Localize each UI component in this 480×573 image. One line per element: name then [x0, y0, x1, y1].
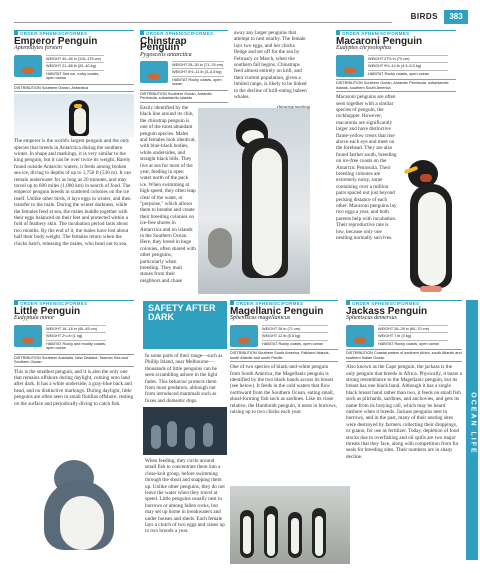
- fact-length: WEIGHT 16–18 in (40–45 cm): [46, 325, 106, 333]
- fact-weight: WEIGHT 6½–11 lb (3–4.5 kg): [172, 68, 224, 76]
- order-label: ORDER SPHENISCIFORMES: [140, 30, 228, 38]
- distribution: DISTRIBUTION Southern Australia, New Zealand, Tasman Sea and Southern Ocean: [14, 354, 134, 367]
- order-label: ORDER SPHENISCIFORMES: [336, 30, 456, 38]
- scientific-name: Pygoscelis antarctica: [140, 51, 192, 58]
- page-header: [0, 10, 480, 24]
- distribution: DISTRIBUTION Southern Ocean, Antarctic Peninsula, subantarctic islands: [140, 90, 228, 103]
- species-name: Emperor Penguin: [14, 36, 98, 47]
- range-map: [14, 325, 42, 347]
- photo-little-penguin: [14, 450, 139, 562]
- fact-length: WEIGHT 28–30 in (71–76 cm): [172, 62, 223, 67]
- fact-habitat: HABITAT Rocky coasts, open ocean: [368, 70, 448, 78]
- fact-length: WEIGHT 27½ in (70 cm): [368, 55, 448, 63]
- side-tab: [466, 300, 478, 560]
- species-name: Little Penguin: [14, 306, 81, 317]
- fact-weight: WEIGHT 7 lb (3 kg): [378, 332, 448, 340]
- fact-block: [14, 55, 134, 82]
- range-map: [140, 61, 168, 83]
- distribution: DISTRIBUTION Southern Ocean, Antarctic Peninsula, subantarctic islands, southern South America: [336, 79, 456, 92]
- chinstrap-body-cont: away any larger penguins that attempt to nest nearby. The female lays two eggs, and her chicks fledge and set off for the sea by February or March, when the southern fall begins. Chinstraps feed almost entirely on krill, and their current population, given a limited range, is likely to be linked to the decline of krill-eating baleen whales.: [234, 30, 307, 101]
- order-label: ORDER SPHENISCIFORMES: [230, 300, 338, 308]
- fact-length: WEIGHT 40–46 in (115–175 cm): [46, 55, 104, 63]
- scientific-name: Aptenodytes forsteri: [14, 45, 63, 52]
- feature-box-title: SAFETY AFTER DARK: [143, 301, 227, 349]
- distribution: DISTRIBUTION Southern Ocean, Antarctica: [14, 84, 134, 93]
- fact-length: WEIGHT 28 in (71 cm): [262, 325, 328, 333]
- fact-block: [336, 55, 456, 78]
- photo-caption: chinstrap marking: [276, 104, 310, 109]
- photo-chinstrap: [198, 108, 310, 294]
- range-map: [14, 55, 42, 77]
- photo-group-night: [143, 407, 227, 455]
- range-map: [346, 325, 374, 347]
- fact-block: [140, 61, 228, 88]
- fact-block: [346, 325, 462, 348]
- photo-emperor: [14, 94, 134, 138]
- order-label: ORDER SPHENISCIFORMES: [346, 300, 462, 308]
- photo-macaroni: [400, 160, 466, 294]
- fact-weight: WEIGHT 9½–14 lb (4.3–6.5 kg): [368, 62, 448, 70]
- fact-habitat: HABITAT Rocky coasts, open ocean: [378, 340, 448, 348]
- scientific-name: Spheniscus demersus: [346, 315, 397, 322]
- fact-block: [230, 325, 338, 348]
- species-name: Jackass Penguin: [346, 306, 428, 317]
- fact-habitat: HABITAT Rocky and muddy coasts, open ocean: [46, 341, 106, 351]
- fact-block: [14, 325, 134, 352]
- fact-weight: WEIGHT 2¼ lb (1 kg): [46, 332, 106, 340]
- order-label: ORDER SPHENISCIFORMES: [14, 30, 134, 38]
- scientific-name: Spheniscus magellanicus: [230, 315, 291, 322]
- fact-length: WEIGHT 26–28 in (60–70 cm): [378, 325, 448, 333]
- body-text: One of two species of black-and-white penguin from South America, the Magellanic penguin is identified by the two black bands across its breast (see below). It feeds in the cold waters that flow northward from the Southern Ocean, eating small, shoal-forming fish such as sardines. Like its close relative, the Humboldt penguin, it nests in burrows, raising up to two chicks each year.: [230, 364, 337, 415]
- side-tab-label: OCEAN LIFE: [469, 392, 477, 455]
- distribution: DISTRIBUTION Southern South America, Falkland Islands, south Atlantic and south Pacific: [230, 349, 338, 362]
- feature-box-text: In some parts of their range—such as Phillip Island, near Melbourne—thousands of little penguins can be seen scrambling ashore in the light fades. This behavior protects them from most predators, although not from introduced mammals such as foxes and domestic dogs.: [145, 353, 223, 404]
- range-map: [336, 55, 364, 77]
- fact-habitat: HABITAT Rocky coasts, open ocean: [262, 340, 328, 348]
- feature-box-text-2: When feeding, they circle around small fish to concentrate them into a close-knit group, before swimming through the shoal and snapping them up. Unlike other penguins, they do not leave the water when they travel at speed. Little penguins usually nest in burrows or among fallen rocks, but may set up home in breakwaters and under houses and sheds. Each female lays a clutch of two eggs and raises up to two broods a year.: [145, 458, 225, 535]
- body-text: Easily identified by the black line around its chin, the chinstrap penguin is one of the most abundant penguin species. Males and females look identical, with blue-black bodies, white undersides, and straight black bills. They live at sea for most of the year, feeding in open water north of the pack ice. When swimming at high speed, they often leap clear of the water, or "porpoise," which allows them to breathe and create their breeding colonies on ice-free shores in Antarctica and on islands in the Southern Ocean. Here, they breed in huge colonies, often shared with other penguins, particularly when breeding. They mail stones from their neighbors and chase: [140, 104, 196, 284]
- body-text: Macaroni penguins are often seen together with a similar species of penguin, the rockhopper. However, macaronis are significantly larger and have distinctive flame-yellow crests that rise above each eye and meet on the forehead. They are also found farther south, breeding on ice-free coasts on the Antarctic Peninsula. Their breeding colonies are extremely noisy, some containing over a million pairs spaced out just beyond pecking distance of each other. Macaroni penguins lay two eggs a year, and both parents help with incubation. Their reproductive rate is low, because only one nestling normally survives.: [336, 94, 397, 242]
- page-number: 383: [444, 10, 468, 24]
- order-label: ORDER SPHENISCIFORMES: [14, 300, 134, 308]
- section-title: BIRDS: [410, 12, 438, 21]
- fact-habitat: HABITAT Sea ice, rocky coasts, open ocean: [46, 70, 104, 82]
- fact-weight: WEIGHT 21–88 lb (20–40 kg): [46, 62, 104, 70]
- fact-weight: WEIGHT 12 lb (5.5 kg): [262, 332, 328, 340]
- distribution: DISTRIBUTION Coastal waters of southern Africa, south Atlantic and southern Indian Ocean: [346, 349, 462, 362]
- scientific-name: Eudyptes chrysolophus: [336, 45, 392, 52]
- range-map: [230, 325, 258, 347]
- species-name: Magellanic Penguin: [230, 306, 324, 317]
- entry-little: [14, 300, 134, 407]
- body-text: This is the smallest penguin, and it is also the only one that remains offshore during daylight, coming onto land after dark. It has a white underside, a gray-blue back and head, and no distinctive markings. During daylight, little penguins are often seen in small flotillas offshore, resting on the surface and periodically diving to catch fish.: [14, 368, 134, 407]
- scientific-name: Eudyptula minor: [14, 315, 55, 322]
- entry-jackass: [346, 300, 462, 460]
- header-rule: [14, 22, 392, 23]
- entry-emperor: [14, 30, 134, 247]
- body-text: Also known as the Cape penguin, the jackass is the only penguin that breeds in Africa. Physically, it bears a strong resemblance to the Magellanic penguin, but its breast has one black band. Although it has a single black breast band rather than two, it feeds on small fish such as pilchards, sardines, and anchovies, and gets its name from its braying call, which may be heard onshore when it breeds. Jackass penguins nest in burrows, and in the past, many of their nesting sites were destroyed by farmers collecting their droppings, or guano, for use as fertilizer. Today, depletion of food stocks due to overfishing and oil spills are two major threats that they face, along with competition from fur seals for breeding sites. Their numbers are in sharp decline.: [346, 364, 462, 460]
- body-text: The emperor is the world's largest penguin and the only species that breeds in Antarctica during the southern winter. In shape and markings, it is very similar to the king penguin, but it can be over twice its weight. Rarely found outside Antarctic waters, it feeds among broken sea ice, diving to depths of up to 1,750 ft (530 m). It can remain underwater for as long as 20 minutes, and may travel up to 600 miles (1,000 km) in search of food. The emperor penguin breeds in scattered colonies on the ice itself. Unlike other birds, it lays eggs in winter, and then transfer to the male. During the winter darkness, while the females feed at sea, the males huddle together with their eggs balanced on their feet and protected within a fold of feathery skin. The incubation period lasts about two months. By the end of it, the males have lost about half their body weight. The females return when the chicks hatch, releasing the males, who head out to sea.: [14, 138, 131, 247]
- entry-magellanic: [230, 300, 338, 415]
- fact-habitat: HABITAT Rocky coasts, open ocean: [172, 76, 224, 88]
- species-name: Chinstrap Penguin: [140, 36, 187, 54]
- species-name: Macaroni Penguin: [336, 36, 423, 47]
- photo-magellanic-group: [230, 486, 350, 564]
